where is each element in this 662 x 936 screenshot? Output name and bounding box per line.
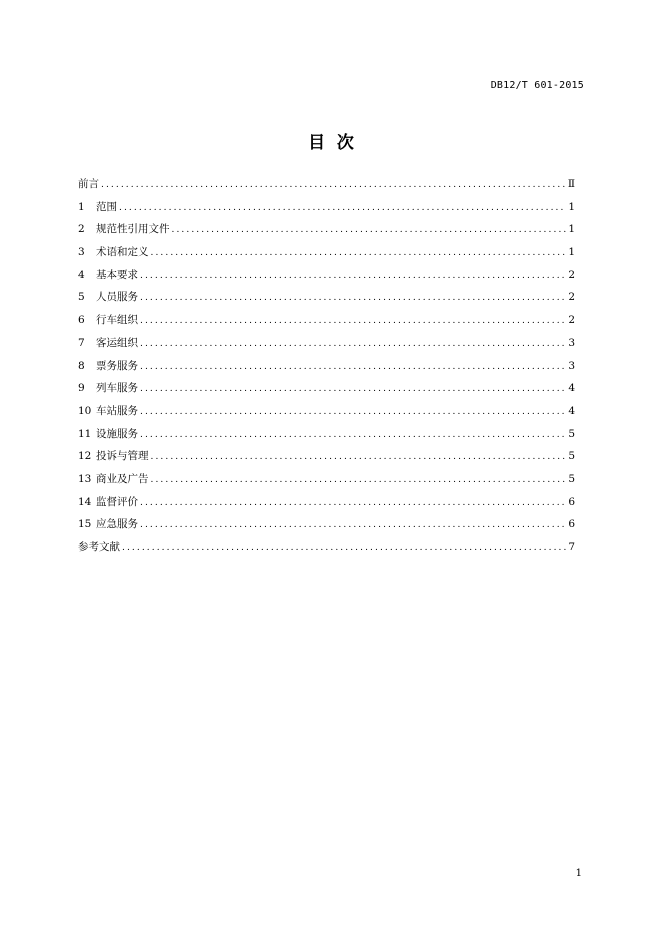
page-number: 1	[575, 868, 582, 879]
toc-number: 10	[78, 404, 92, 417]
toc-entry-15[interactable]	[78, 513, 575, 536]
toc-leader-dots	[140, 333, 566, 356]
toc-entry-7[interactable]	[78, 332, 575, 355]
toc-number: 7	[78, 336, 85, 349]
toc-page-number: 5	[568, 472, 575, 485]
toc-leader-dots	[101, 174, 566, 197]
toc-page-number: 4	[568, 404, 575, 417]
toc-page-number: 5	[568, 450, 575, 463]
toc-page-number: 4	[568, 382, 575, 395]
toc-entry-4[interactable]	[78, 264, 575, 287]
toc-entry-14[interactable]	[78, 491, 575, 514]
toc-page-number: 1	[568, 246, 575, 259]
toc-leader-dots	[140, 492, 566, 515]
toc-number: 4	[78, 268, 85, 281]
toc-leader-dots	[122, 537, 566, 560]
toc-entry-13[interactable]	[78, 468, 575, 491]
toc-label: 车站服务	[96, 404, 138, 417]
toc-number: 12	[78, 450, 92, 463]
toc-entry-12[interactable]	[78, 445, 575, 468]
toc-page-number: 1	[568, 223, 575, 236]
toc-number: 5	[78, 291, 85, 304]
toc-label: 基本要求	[96, 268, 138, 281]
toc-entry-8[interactable]	[78, 355, 575, 378]
standard-code: DB12/T 601-2015	[490, 80, 584, 91]
toc-entry-3[interactable]	[78, 241, 575, 264]
toc-number: 8	[78, 359, 85, 372]
toc-entry-references[interactable]	[78, 536, 575, 559]
toc-leader-dots	[140, 287, 566, 310]
toc-label: 术语和定义	[96, 246, 149, 259]
toc-label: 行车组织	[96, 314, 138, 327]
toc-entry-2[interactable]	[78, 218, 575, 241]
toc-page-number: 3	[568, 336, 575, 349]
toc-label: 监督评价	[96, 495, 138, 508]
toc-number: 9	[78, 382, 85, 395]
toc-number: 13	[78, 472, 92, 485]
toc-label: 参考文献	[78, 541, 120, 553]
toc-label: 设施服务	[96, 427, 138, 440]
toc-page-number: 6	[568, 495, 575, 508]
toc-page-number: 1	[568, 200, 575, 213]
toc-page-number: 2	[568, 291, 575, 304]
toc-label: 范围	[96, 200, 117, 213]
toc-number: 1	[78, 200, 85, 213]
toc-page-number: 3	[568, 359, 575, 372]
toc-number: 3	[78, 246, 85, 259]
toc-number: 11	[78, 427, 92, 440]
toc-leader-dots	[140, 356, 566, 379]
toc-leader-dots	[140, 378, 566, 401]
toc-page-number: 7	[568, 541, 575, 553]
toc-leader-dots	[140, 514, 566, 537]
toc-page-number: 2	[568, 268, 575, 281]
toc-leader-dots	[140, 265, 566, 288]
toc-leader-dots	[140, 424, 566, 447]
toc-page-number: 2	[568, 314, 575, 327]
toc-number: 14	[78, 495, 92, 508]
toc-leader-dots	[140, 401, 566, 424]
toc-entry-foreword[interactable]	[78, 173, 575, 196]
toc-leader-dots	[172, 219, 567, 242]
toc-entry-6[interactable]	[78, 309, 575, 332]
toc-page-number: Ⅱ	[567, 178, 575, 190]
toc-entry-5[interactable]	[78, 286, 575, 309]
toc-label: 规范性引用文件	[96, 223, 170, 236]
toc-label: 投诉与管理	[96, 450, 149, 463]
toc-label: 票务服务	[96, 359, 138, 372]
toc-leader-dots	[151, 469, 567, 492]
toc-number: 6	[78, 314, 85, 327]
toc-label: 列车服务	[96, 382, 138, 395]
page-title: 目 次	[308, 133, 354, 153]
toc-label: 人员服务	[96, 291, 138, 304]
toc-number: 15	[78, 518, 92, 531]
toc-leader-dots	[151, 242, 567, 265]
toc-label: 商业及广告	[96, 472, 149, 485]
toc-page-number: 5	[568, 427, 575, 440]
toc-label: 前言	[78, 178, 99, 190]
toc-leader-dots	[119, 197, 566, 220]
toc-number: 2	[78, 223, 85, 236]
toc-label: 客运组织	[96, 336, 138, 349]
toc-entry-10[interactable]	[78, 400, 575, 423]
table-of-contents	[78, 173, 575, 559]
toc-label: 应急服务	[96, 518, 138, 531]
toc-leader-dots	[151, 446, 567, 469]
toc-entry-9[interactable]	[78, 377, 575, 400]
toc-leader-dots	[140, 310, 566, 333]
toc-entry-11[interactable]	[78, 423, 575, 446]
toc-entry-1[interactable]	[78, 196, 575, 219]
toc-page-number: 6	[568, 518, 575, 531]
